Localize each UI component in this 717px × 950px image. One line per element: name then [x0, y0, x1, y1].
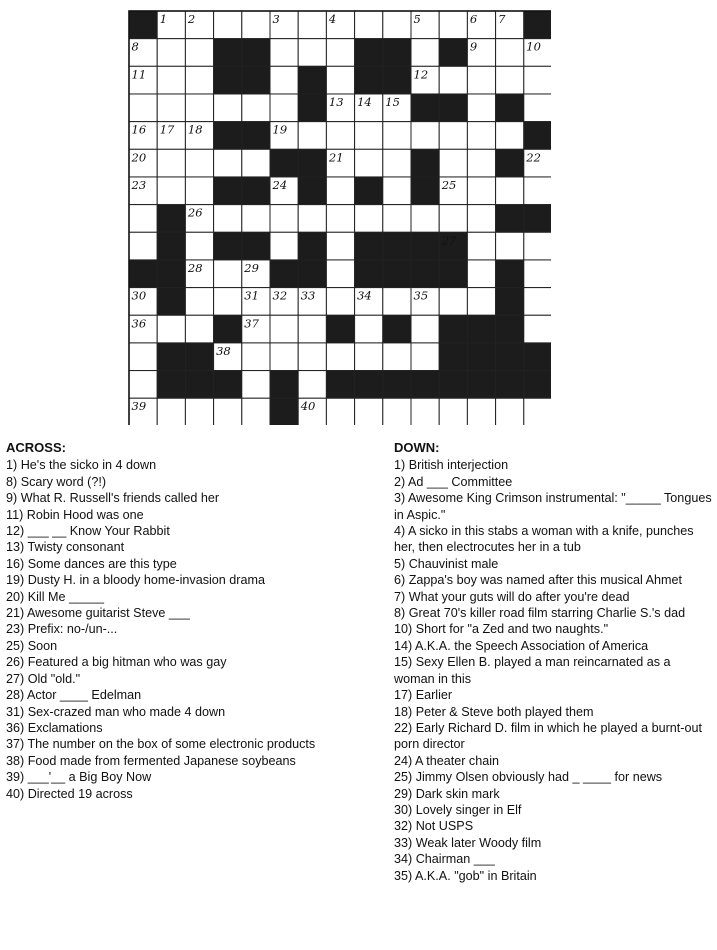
down-clue: 5) Chauvinist male	[394, 556, 499, 571]
across-clue: 31) Sex-crazed man who made 4 down	[6, 704, 226, 719]
grid-cell[interactable]	[270, 205, 298, 233]
grid-cell[interactable]	[467, 94, 495, 122]
grid-cell[interactable]	[383, 177, 411, 205]
down-clue: 17) Earlier	[394, 688, 453, 703]
grid-cell[interactable]	[214, 398, 242, 425]
cell-number: 16	[131, 122, 147, 137]
black-square	[157, 260, 185, 288]
black-square	[157, 205, 185, 233]
black-square	[524, 371, 551, 399]
grid-cell[interactable]	[326, 343, 354, 371]
grid-cell[interactable]	[326, 66, 354, 94]
down-clue: 7) What your guts will do after you're dead	[394, 589, 630, 604]
grid-cell[interactable]	[496, 398, 524, 425]
grid-cell[interactable]	[185, 315, 213, 343]
grid-cell[interactable]	[439, 122, 467, 150]
cell-number: 5	[413, 12, 421, 26]
black-square	[496, 315, 524, 343]
down-clue: 6) Zappa's boy was named after this musical Ahmet	[394, 573, 682, 588]
grid-cell[interactable]	[496, 232, 524, 260]
grid-cell[interactable]	[326, 205, 354, 233]
down-clue: 15) Sexy Ellen B. played a man reincarnated as a woman in this	[394, 655, 671, 686]
grid-cell[interactable]	[355, 398, 383, 425]
grid-cell[interactable]	[214, 11, 242, 39]
cell-number: 28	[187, 260, 203, 275]
black-square	[355, 371, 383, 399]
black-square	[298, 232, 326, 260]
across-clue: 21) Awesome guitarist Steve ___	[6, 606, 190, 621]
cell-number: 11	[131, 67, 147, 82]
cell-number: 33	[300, 288, 316, 303]
across-clue: 12) ___ __ Know Your Rabbit	[6, 524, 170, 539]
grid-cell[interactable]	[185, 149, 213, 177]
cell-number: 25	[441, 177, 457, 192]
black-square	[383, 371, 411, 399]
grid-cell[interactable]	[298, 315, 326, 343]
cell-number: 36	[131, 316, 147, 331]
grid-cell[interactable]	[355, 205, 383, 233]
cell-number: 20	[131, 150, 147, 165]
grid-cell[interactable]	[242, 398, 270, 425]
across-clue-list	[6, 457, 351, 802]
black-square	[185, 343, 213, 371]
down-clue: 24) A theater chain	[394, 753, 500, 768]
grid-cell[interactable]	[298, 39, 326, 67]
cell-number: 15	[385, 94, 400, 109]
grid-cell[interactable]	[467, 260, 495, 288]
grid-cell[interactable]	[496, 122, 524, 150]
grid-cell[interactable]	[157, 177, 185, 205]
grid-cell[interactable]	[439, 66, 467, 94]
black-square	[214, 371, 242, 399]
black-square	[298, 177, 326, 205]
cell-number: 14	[357, 94, 372, 109]
black-square	[496, 371, 524, 399]
grid-cell[interactable]	[524, 288, 551, 316]
grid-cell[interactable]	[439, 205, 467, 233]
cell-number: 38	[216, 343, 231, 358]
grid-cell[interactable]	[496, 39, 524, 67]
black-square	[411, 260, 439, 288]
down-clue: 22) Early Richard D. film in which he played a burnt-out porn director	[394, 720, 702, 752]
grid-cell[interactable]	[214, 205, 242, 233]
down-clue: 29) Dark skin mark	[394, 786, 500, 801]
grid-cell[interactable]	[467, 122, 495, 150]
across-clue: 19) Dusty H. in a bloody home-invasion drama	[6, 573, 265, 588]
grid-cell[interactable]	[496, 177, 524, 205]
across-clue: 38) Food made from fermented Japanese soybeans	[6, 753, 296, 768]
grid-cell[interactable]	[326, 260, 354, 288]
grid-cell[interactable]	[157, 39, 185, 67]
cell-number: 39	[131, 399, 147, 414]
across-clues	[6, 440, 351, 802]
black-square	[411, 371, 439, 399]
cell-number: 17	[159, 122, 175, 137]
black-square	[185, 371, 213, 399]
grid-cell[interactable]	[214, 94, 242, 122]
grid-cell[interactable]	[214, 149, 242, 177]
grid-cell[interactable]	[298, 343, 326, 371]
grid-cell[interactable]	[411, 315, 439, 343]
black-square	[496, 94, 524, 122]
cell-number: 8	[131, 39, 139, 54]
cell-number: 31	[244, 288, 259, 303]
grid-cell[interactable]	[467, 398, 495, 425]
grid-cell[interactable]	[270, 94, 298, 122]
grid-cell[interactable]	[439, 149, 467, 177]
black-square	[439, 315, 467, 343]
grid-cell[interactable]	[439, 11, 467, 39]
black-square	[298, 94, 326, 122]
black-square	[496, 205, 524, 233]
black-square	[467, 315, 495, 343]
cell-number: 27	[441, 233, 457, 248]
grid-cell[interactable]	[524, 398, 551, 425]
black-square	[439, 39, 467, 67]
grid-cell[interactable]	[242, 11, 270, 39]
grid-cell[interactable]	[355, 343, 383, 371]
black-square	[270, 260, 298, 288]
grid-cell[interactable]	[467, 177, 495, 205]
grid-cell[interactable]	[298, 371, 326, 399]
black-square	[439, 260, 467, 288]
grid-cell[interactable]	[467, 288, 495, 316]
black-square	[439, 94, 467, 122]
grid-cell[interactable]	[185, 288, 213, 316]
black-square	[242, 39, 270, 67]
down-clue: 1) British interjection	[394, 458, 509, 473]
black-square	[214, 177, 242, 205]
black-square	[355, 39, 383, 67]
black-square	[270, 371, 298, 399]
black-square	[383, 39, 411, 67]
black-square	[439, 371, 467, 399]
grid-cell[interactable]	[270, 66, 298, 94]
black-square	[524, 11, 551, 39]
grid-cell[interactable]	[355, 149, 383, 177]
grid-cell[interactable]	[157, 149, 185, 177]
down-clue: 33) Weak later Woody film	[394, 835, 542, 850]
across-heading: ACROSS:	[6, 440, 66, 455]
across-clue: 11) Robin Hood was one	[6, 507, 144, 522]
grid-cell[interactable]	[185, 94, 213, 122]
grid-cell[interactable]	[524, 232, 551, 260]
across-clue: 20) Kill Me _____	[6, 589, 105, 604]
grid-cell[interactable]	[214, 260, 242, 288]
grid-cell[interactable]	[467, 66, 495, 94]
black-square	[214, 232, 242, 260]
black-square	[467, 343, 495, 371]
grid-cell[interactable]	[383, 343, 411, 371]
grid-cell[interactable]	[411, 39, 439, 67]
grid-cell[interactable]	[242, 343, 270, 371]
black-square	[129, 260, 157, 288]
grid-cell[interactable]	[129, 343, 157, 371]
grid-cell[interactable]	[185, 177, 213, 205]
down-clue: 34) Chairman ___	[394, 852, 495, 867]
grid-cell[interactable]	[157, 94, 185, 122]
grid-cell[interactable]	[383, 11, 411, 39]
across-clue: 27) Old "old."	[6, 671, 81, 686]
grid-cell[interactable]	[214, 288, 242, 316]
cell-number: 7	[498, 12, 506, 26]
across-clue: 13) Twisty consonant	[6, 540, 125, 555]
black-square	[157, 343, 185, 371]
black-square	[496, 260, 524, 288]
down-heading: DOWN:	[394, 440, 440, 455]
cell-number: 19	[272, 122, 288, 137]
black-square	[298, 260, 326, 288]
black-square	[467, 371, 495, 399]
cell-number: 32	[272, 288, 288, 303]
black-square	[157, 288, 185, 316]
grid-cell[interactable]	[157, 398, 185, 425]
black-square	[270, 398, 298, 425]
grid-cell[interactable]	[270, 315, 298, 343]
across-clue: 28) Actor ____ Edelman	[6, 688, 142, 703]
cell-number: 26	[187, 205, 203, 220]
grid-cell[interactable]	[439, 398, 467, 425]
black-square	[298, 149, 326, 177]
grid-cell[interactable]	[185, 232, 213, 260]
across-clue: 8) Scary word (?!)	[6, 474, 107, 489]
grid-cell[interactable]	[524, 177, 551, 205]
cell-number: 37	[244, 316, 259, 331]
black-square	[355, 260, 383, 288]
grid-cell[interactable]	[270, 39, 298, 67]
grid-cell[interactable]	[326, 398, 354, 425]
cell-number: 4	[328, 12, 337, 26]
black-square	[242, 232, 270, 260]
grid-cell[interactable]	[383, 288, 411, 316]
black-square	[242, 177, 270, 205]
grid-cell[interactable]	[496, 66, 524, 94]
across-clue: 40) Directed 19 across	[6, 786, 133, 801]
black-square	[383, 232, 411, 260]
cell-number: 30	[131, 288, 147, 303]
black-square	[214, 66, 242, 94]
down-clue: 18) Peter & Steve both played them	[394, 704, 594, 719]
grid-cell[interactable]	[467, 232, 495, 260]
black-square	[411, 177, 439, 205]
grid-cell[interactable]	[383, 398, 411, 425]
across-clue: 39) ___'__ a Big Boy Now	[6, 770, 152, 785]
grid-cell[interactable]	[242, 205, 270, 233]
across-clue: 1) He's the sicko in 4 down	[6, 458, 157, 473]
down-clue: 4) A sicko in this stabs a woman with a knife, punches her, then electrocutes her in a tub	[394, 524, 694, 555]
grid-cell[interactable]	[383, 122, 411, 150]
down-clue-list	[394, 457, 712, 884]
black-square	[242, 122, 270, 150]
grid-cell[interactable]	[298, 122, 326, 150]
grid-cell[interactable]	[157, 315, 185, 343]
across-clue: 26) Featured a big hitman who was gay	[6, 655, 227, 670]
grid-cell[interactable]	[270, 343, 298, 371]
black-square	[383, 315, 411, 343]
grid-cell[interactable]	[439, 288, 467, 316]
grid-cell[interactable]	[129, 232, 157, 260]
black-square	[383, 260, 411, 288]
grid-cell[interactable]	[326, 122, 354, 150]
black-square	[214, 315, 242, 343]
cell-number: 9	[469, 39, 478, 54]
grid-cell[interactable]	[467, 205, 495, 233]
grid-cell[interactable]	[355, 315, 383, 343]
cell-number: 10	[526, 39, 541, 54]
black-square	[355, 177, 383, 205]
grid-cell[interactable]	[524, 66, 551, 94]
black-square	[270, 149, 298, 177]
down-clue: 3) Awesome King Crimson instrumental: "_____ Tongues in Aspic."	[394, 491, 712, 522]
black-square	[411, 232, 439, 260]
black-square	[355, 66, 383, 94]
cell-number: 40	[300, 399, 316, 414]
grid-cell[interactable]	[298, 205, 326, 233]
cell-number: 6	[469, 12, 478, 26]
grid-cell[interactable]	[129, 205, 157, 233]
grid-cell[interactable]	[242, 94, 270, 122]
black-square	[524, 122, 551, 150]
grid-cell[interactable]	[411, 398, 439, 425]
grid-cell[interactable]	[355, 11, 383, 39]
cell-number: 1	[159, 12, 168, 26]
cell-number: 29	[244, 260, 259, 275]
across-clue: 23) Prefix: no-/un-...	[6, 622, 118, 637]
cell-number: 2	[187, 12, 196, 26]
across-clue: 16) Some dances are this type	[6, 556, 177, 571]
grid-cell[interactable]	[129, 371, 157, 399]
grid-cell[interactable]	[524, 260, 551, 288]
black-square	[157, 232, 185, 260]
cell-number: 34	[357, 288, 372, 303]
grid-cell[interactable]	[129, 94, 157, 122]
grid-cell[interactable]	[185, 398, 213, 425]
black-square	[383, 66, 411, 94]
cell-number: 35	[413, 288, 429, 303]
grid-cell[interactable]	[383, 205, 411, 233]
down-clue: 2) Ad ___ Committee	[394, 474, 513, 489]
grid-cell[interactable]	[298, 11, 326, 39]
black-square	[214, 122, 242, 150]
grid-cell[interactable]	[411, 343, 439, 371]
black-square	[411, 149, 439, 177]
cell-number: 12	[413, 67, 429, 82]
down-clue: 30) Lovely singer in Elf	[394, 802, 522, 817]
black-square	[129, 11, 157, 39]
cell-number: 21	[328, 150, 344, 165]
across-clue: 37) The number on the box of some electronic products	[6, 737, 316, 752]
grid-cell[interactable]	[467, 149, 495, 177]
grid-cell[interactable]	[326, 39, 354, 67]
grid-cell[interactable]	[524, 315, 551, 343]
grid-cell[interactable]	[326, 177, 354, 205]
black-square	[524, 343, 551, 371]
black-square	[496, 149, 524, 177]
grid-cell[interactable]	[383, 149, 411, 177]
black-square	[242, 66, 270, 94]
black-square	[439, 343, 467, 371]
black-square	[157, 371, 185, 399]
across-clue: 36) Exclamations	[6, 720, 103, 735]
black-square	[524, 205, 551, 233]
down-clue: 8) Great 70's killer road film starring Charlie S.'s dad	[394, 606, 686, 621]
grid-cell[interactable]	[355, 122, 383, 150]
black-square	[355, 232, 383, 260]
grid-cell[interactable]	[157, 66, 185, 94]
black-square	[496, 288, 524, 316]
down-clues	[394, 440, 712, 884]
cell-number: 13	[328, 94, 344, 109]
grid-cell[interactable]	[242, 149, 270, 177]
grid-cell[interactable]	[242, 371, 270, 399]
grid-cell[interactable]	[411, 122, 439, 150]
grid-cell[interactable]	[326, 288, 354, 316]
down-clue: 35) A.K.A. "gob" in Britain	[394, 868, 537, 883]
grid-cell[interactable]	[524, 94, 551, 122]
down-clue: 32) Not USPS	[394, 819, 474, 834]
grid-cell[interactable]	[185, 39, 213, 67]
grid-cell[interactable]	[185, 66, 213, 94]
black-square	[411, 94, 439, 122]
cell-number: 18	[187, 122, 203, 137]
cell-number: 23	[131, 177, 147, 192]
cell-number: 22	[526, 150, 541, 165]
down-clue: 10) Short for "a Zed and two naughts."	[394, 622, 609, 637]
black-square	[214, 39, 242, 67]
black-square	[496, 343, 524, 371]
down-clue: 14) A.K.A. the Speech Association of America	[394, 638, 649, 653]
grid-cell[interactable]	[270, 232, 298, 260]
down-clue: 25) Jimmy Olsen obviously had _ ____ for news	[394, 770, 663, 785]
across-clue: 9) What R. Russell's friends called her	[6, 491, 220, 506]
cell-number: 3	[272, 12, 280, 26]
grid-cell[interactable]	[326, 232, 354, 260]
black-square	[298, 66, 326, 94]
black-square	[326, 315, 354, 343]
cell-number: 24	[272, 177, 288, 192]
black-square	[326, 371, 354, 399]
crossword-grid	[128, 10, 551, 425]
across-clue: 25) Soon	[6, 638, 58, 653]
grid-cell[interactable]	[411, 205, 439, 233]
